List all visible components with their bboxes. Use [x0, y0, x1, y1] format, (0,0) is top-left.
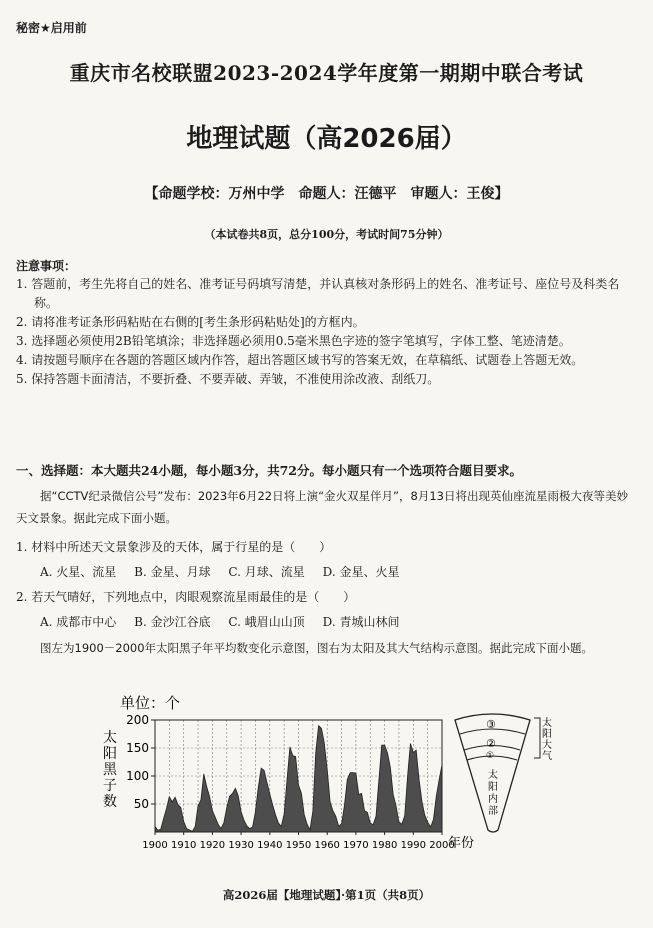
layer-2-label: ② — [486, 737, 496, 750]
ylabel-char: 子 — [103, 778, 117, 794]
question-1-options — [40, 563, 413, 580]
x-tick-label: 2000 — [429, 840, 455, 851]
exam-makers: 【命题学校：万州中学 命题人：汪德平 审题人：王俊】 — [144, 186, 509, 202]
option[interactable]: B. 金沙江谷底 — [134, 615, 211, 629]
ylabel-char: 黑 — [103, 762, 117, 778]
note-item: 4. 请按题号顺序在各题的答题区域内作答，超出答题区域书写的答案无效，在草稿纸、试题卷上答题无效。 — [16, 353, 584, 367]
ylabel-char: 数 — [103, 794, 117, 810]
subject-title: 地理试题（高2026届） — [186, 124, 467, 154]
x-tick-label: 1950 — [285, 840, 312, 851]
y-tick-label: 100 — [126, 769, 149, 783]
secret-label: 秘密★启用前 — [16, 21, 87, 35]
exam-title: 重庆市名校联盟2023-2024学年度第一期期中联合考试 — [69, 61, 584, 85]
note-item: 1. 答题前，考生先将自己的姓名、准考证号码填写清楚，并认真核对条形码上的姓名、准考证号、座位号及科类名称。 — [16, 277, 620, 310]
atmosphere-char: 阳 — [542, 729, 552, 740]
option[interactable]: B. 金星、月球 — [134, 565, 211, 579]
notes-heading: 注意事项： — [16, 259, 77, 273]
x-tick-label: 1920 — [199, 840, 226, 851]
option[interactable]: A. 火星、流星 — [40, 565, 117, 579]
note-item: 5. 保持答题卡面清洁，不要折叠、不要弄破、弄皱，不准使用涂改液、刮纸刀。 — [16, 372, 440, 386]
option[interactable]: D. 金星、火星 — [322, 565, 400, 579]
question-1-stem: 1. 材料中所述天文景象涉及的天体，属于行星的是（ ） — [16, 540, 332, 554]
material-2: 图左为1900－2000年太阳黑子年平均数变化示意图，图右为太阳及其大气结构示意图。据此完成下面小题。 — [40, 641, 594, 655]
interior-char: 太 — [488, 770, 498, 781]
atmosphere-char: 太 — [542, 718, 552, 729]
option[interactable]: D. 青城山林间 — [322, 615, 400, 629]
x-tick-label: 1940 — [257, 840, 283, 851]
layer-3-label: ③ — [486, 718, 496, 731]
x-tick-label: 1970 — [343, 840, 369, 851]
x-tick-label: 1960 — [314, 840, 340, 851]
sun-structure-diagram — [450, 712, 560, 842]
note-item: 3. 选择题必须使用2B铅笔填涂；非选择题必须用0.5毫米黑色字迹的签字笔填写，字体工整、笔迹清楚。 — [16, 334, 571, 348]
x-tick-label: 1930 — [228, 840, 254, 851]
section-heading: 一、选择题：本大题共24小题，每小题3分，共72分。每小题只有一个选项符合题目要求。 — [16, 463, 522, 478]
atmosphere-bracket — [534, 718, 540, 758]
ylabel-char: 太 — [103, 730, 117, 746]
material-1: 据“CCTV纪录微信公号”发布：2023年6月22日将上演“金火双星伴月”，8月13日将出现英仙座流星雨极大夜等美妙天文景象。据此完成下面小题。 — [16, 489, 628, 525]
question-2-stem: 2. 若天气晴好，下列地点中，肉眼观察流星雨最佳的是（ ） — [16, 590, 356, 604]
sunspot-chart — [80, 690, 480, 860]
interior-char: 阳 — [488, 782, 498, 793]
x-tick-label: 1980 — [371, 840, 398, 851]
atmosphere-char: 大 — [542, 740, 552, 751]
atmosphere-label — [542, 716, 552, 762]
ylabel-char: 阳 — [103, 746, 117, 762]
page-footer: 高2026届【地理试题】·第1页（共8页） — [222, 888, 431, 902]
layer-1-label: ① — [486, 751, 495, 761]
interior-char: 部 — [488, 806, 498, 817]
atmosphere-char: 气 — [542, 751, 552, 762]
question-2-options — [40, 613, 413, 630]
option[interactable]: C. 峨眉山山顶 — [228, 615, 305, 629]
chart-yticks — [126, 713, 155, 811]
y-tick-label: 150 — [126, 741, 149, 755]
chart-xticks — [142, 832, 454, 851]
x-tick-label: 1990 — [400, 840, 427, 851]
x-tick-label: 1900 — [142, 840, 168, 851]
y-tick-label: 200 — [126, 713, 149, 727]
interior-label — [488, 768, 498, 817]
option[interactable]: C. 月球、流星 — [228, 565, 305, 579]
note-item: 2. 请将准考证条形码粘贴在右侧的[考生条形码粘贴处]的方框内。 — [16, 315, 365, 329]
y-tick-label: 50 — [133, 797, 149, 811]
exam-info: （本试卷共8页，总分100分，考试时间75分钟） — [204, 228, 449, 241]
option[interactable]: A. 成都市中心 — [40, 615, 117, 629]
x-tick-label: 1910 — [170, 840, 197, 851]
interior-char: 内 — [488, 794, 498, 805]
chart-ylabel — [103, 729, 118, 810]
notes-list — [16, 275, 628, 389]
chart-unit-label: 单位：个 — [120, 694, 181, 712]
chart-xlabel: 年份 — [448, 836, 475, 851]
